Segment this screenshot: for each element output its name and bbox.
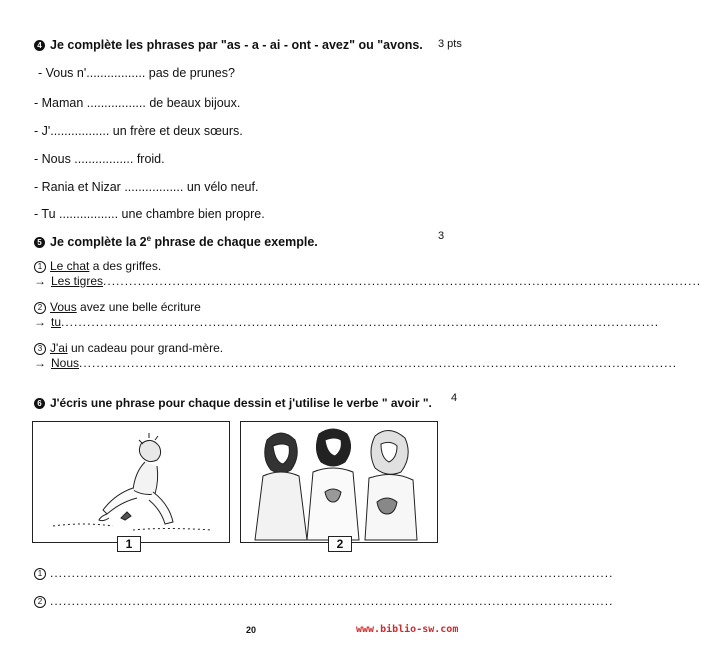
picture-1-frame: [32, 421, 230, 543]
picture-2-label: 2: [328, 536, 352, 552]
page-number: 20: [246, 625, 257, 635]
answer-start: tu: [51, 315, 62, 329]
section-6-title-text: J'écris une phrase pour chaque dessin et j'utilise le verbe " avoir ".: [50, 396, 432, 410]
picture-2-drawing: [241, 422, 437, 542]
picture-2-frame: [240, 421, 438, 543]
blank-field[interactable]: .................: [86, 66, 146, 80]
answer-row: [34, 315, 660, 329]
line-text-before: - Maman: [34, 96, 87, 110]
section-5-title-text-1: Je complète la 2: [50, 235, 147, 250]
answer-blank[interactable]: ..........................................................................................................................................: [61, 315, 660, 329]
section-4-title-text: Je complète les phrases par "as - a - ai - ont - avez" ou "avons.: [50, 38, 423, 52]
example-marker: 3: [34, 343, 46, 355]
line-text-after: de beaux bijoux.: [145, 96, 241, 110]
example-sentence: [34, 341, 223, 355]
section-6-title: [34, 396, 432, 410]
example-sentence: [34, 300, 201, 314]
fill-in-line: [34, 124, 243, 138]
answer-blank[interactable]: ..........................................................................................................................................: [79, 356, 678, 370]
fill-in-line: [34, 152, 165, 166]
blank-field[interactable]: .................: [59, 207, 119, 221]
blank-field[interactable]: .................: [124, 180, 184, 194]
answer-marker-2: 2: [34, 596, 46, 608]
blank-field[interactable]: .................: [74, 152, 134, 166]
example-subject: J'ai: [50, 341, 68, 355]
fill-in-line: [34, 96, 240, 110]
example-sentence: [34, 259, 161, 273]
section-5-title-text-2: phrase de chaque exemple.: [151, 235, 318, 250]
answer-blank-2[interactable]: ..................................................................................................................................: [50, 594, 614, 608]
fill-in-line: [38, 66, 235, 80]
section-4-points: 3 pts: [438, 38, 462, 50]
section-6-points: 4: [451, 392, 458, 404]
answer-line-2: [34, 594, 614, 608]
arrow-icon: →: [34, 274, 46, 288]
answer-row: [34, 274, 701, 288]
fill-in-line: [34, 180, 258, 194]
answer-line-1: [34, 566, 614, 580]
footer-url[interactable]: www.biblio-sw.com: [356, 624, 459, 635]
answer-start: Les tigres: [51, 274, 104, 288]
answer-row: [34, 356, 678, 370]
example-rest: a des griffes.: [89, 259, 162, 273]
answer-marker-1: 1: [34, 568, 46, 580]
arrow-icon: →: [34, 315, 46, 329]
line-text-after: un vélo neuf.: [183, 180, 259, 194]
answer-blank-1[interactable]: ..................................................................................................................................: [50, 566, 614, 580]
section-4-title: [34, 38, 423, 52]
section-5-title-sup: e: [146, 234, 152, 243]
fill-in-line: [34, 207, 265, 221]
section-6-number: 6: [34, 398, 45, 409]
picture-1-drawing: [33, 422, 229, 542]
example-rest: un cadeau pour grand-mère.: [67, 341, 224, 355]
answer-blank[interactable]: ..........................................................................................................................................: [103, 274, 701, 288]
section-4-number: 4: [34, 40, 45, 51]
picture-1-label: 1: [117, 536, 141, 552]
blank-field[interactable]: .................: [50, 124, 110, 138]
line-text-after: froid.: [133, 152, 165, 166]
arrow-icon: →: [34, 356, 46, 370]
example-rest: avez une belle écriture: [76, 300, 201, 314]
line-text-after: une chambre bien propre.: [118, 207, 265, 221]
blank-field[interactable]: .................: [86, 96, 146, 110]
example-marker: 2: [34, 302, 46, 314]
line-text-before: - Tu: [34, 207, 60, 221]
line-text-after: pas de prunes?: [145, 66, 235, 80]
line-text-before: - Rania et Nizar: [34, 180, 125, 194]
section-5-number: 5: [34, 237, 45, 248]
section-5-title: [34, 234, 318, 249]
section-5-points: 3: [438, 230, 445, 242]
line-text-before: - Vous n': [38, 66, 87, 80]
line-text-after: un frère et deux sœurs.: [109, 124, 243, 138]
line-text-before: - J': [34, 124, 51, 138]
example-subject: Vous: [50, 300, 77, 314]
answer-start: Nous: [51, 356, 80, 370]
example-subject: Le chat: [50, 259, 90, 273]
example-marker: 1: [34, 261, 46, 273]
line-text-before: - Nous: [34, 152, 75, 166]
